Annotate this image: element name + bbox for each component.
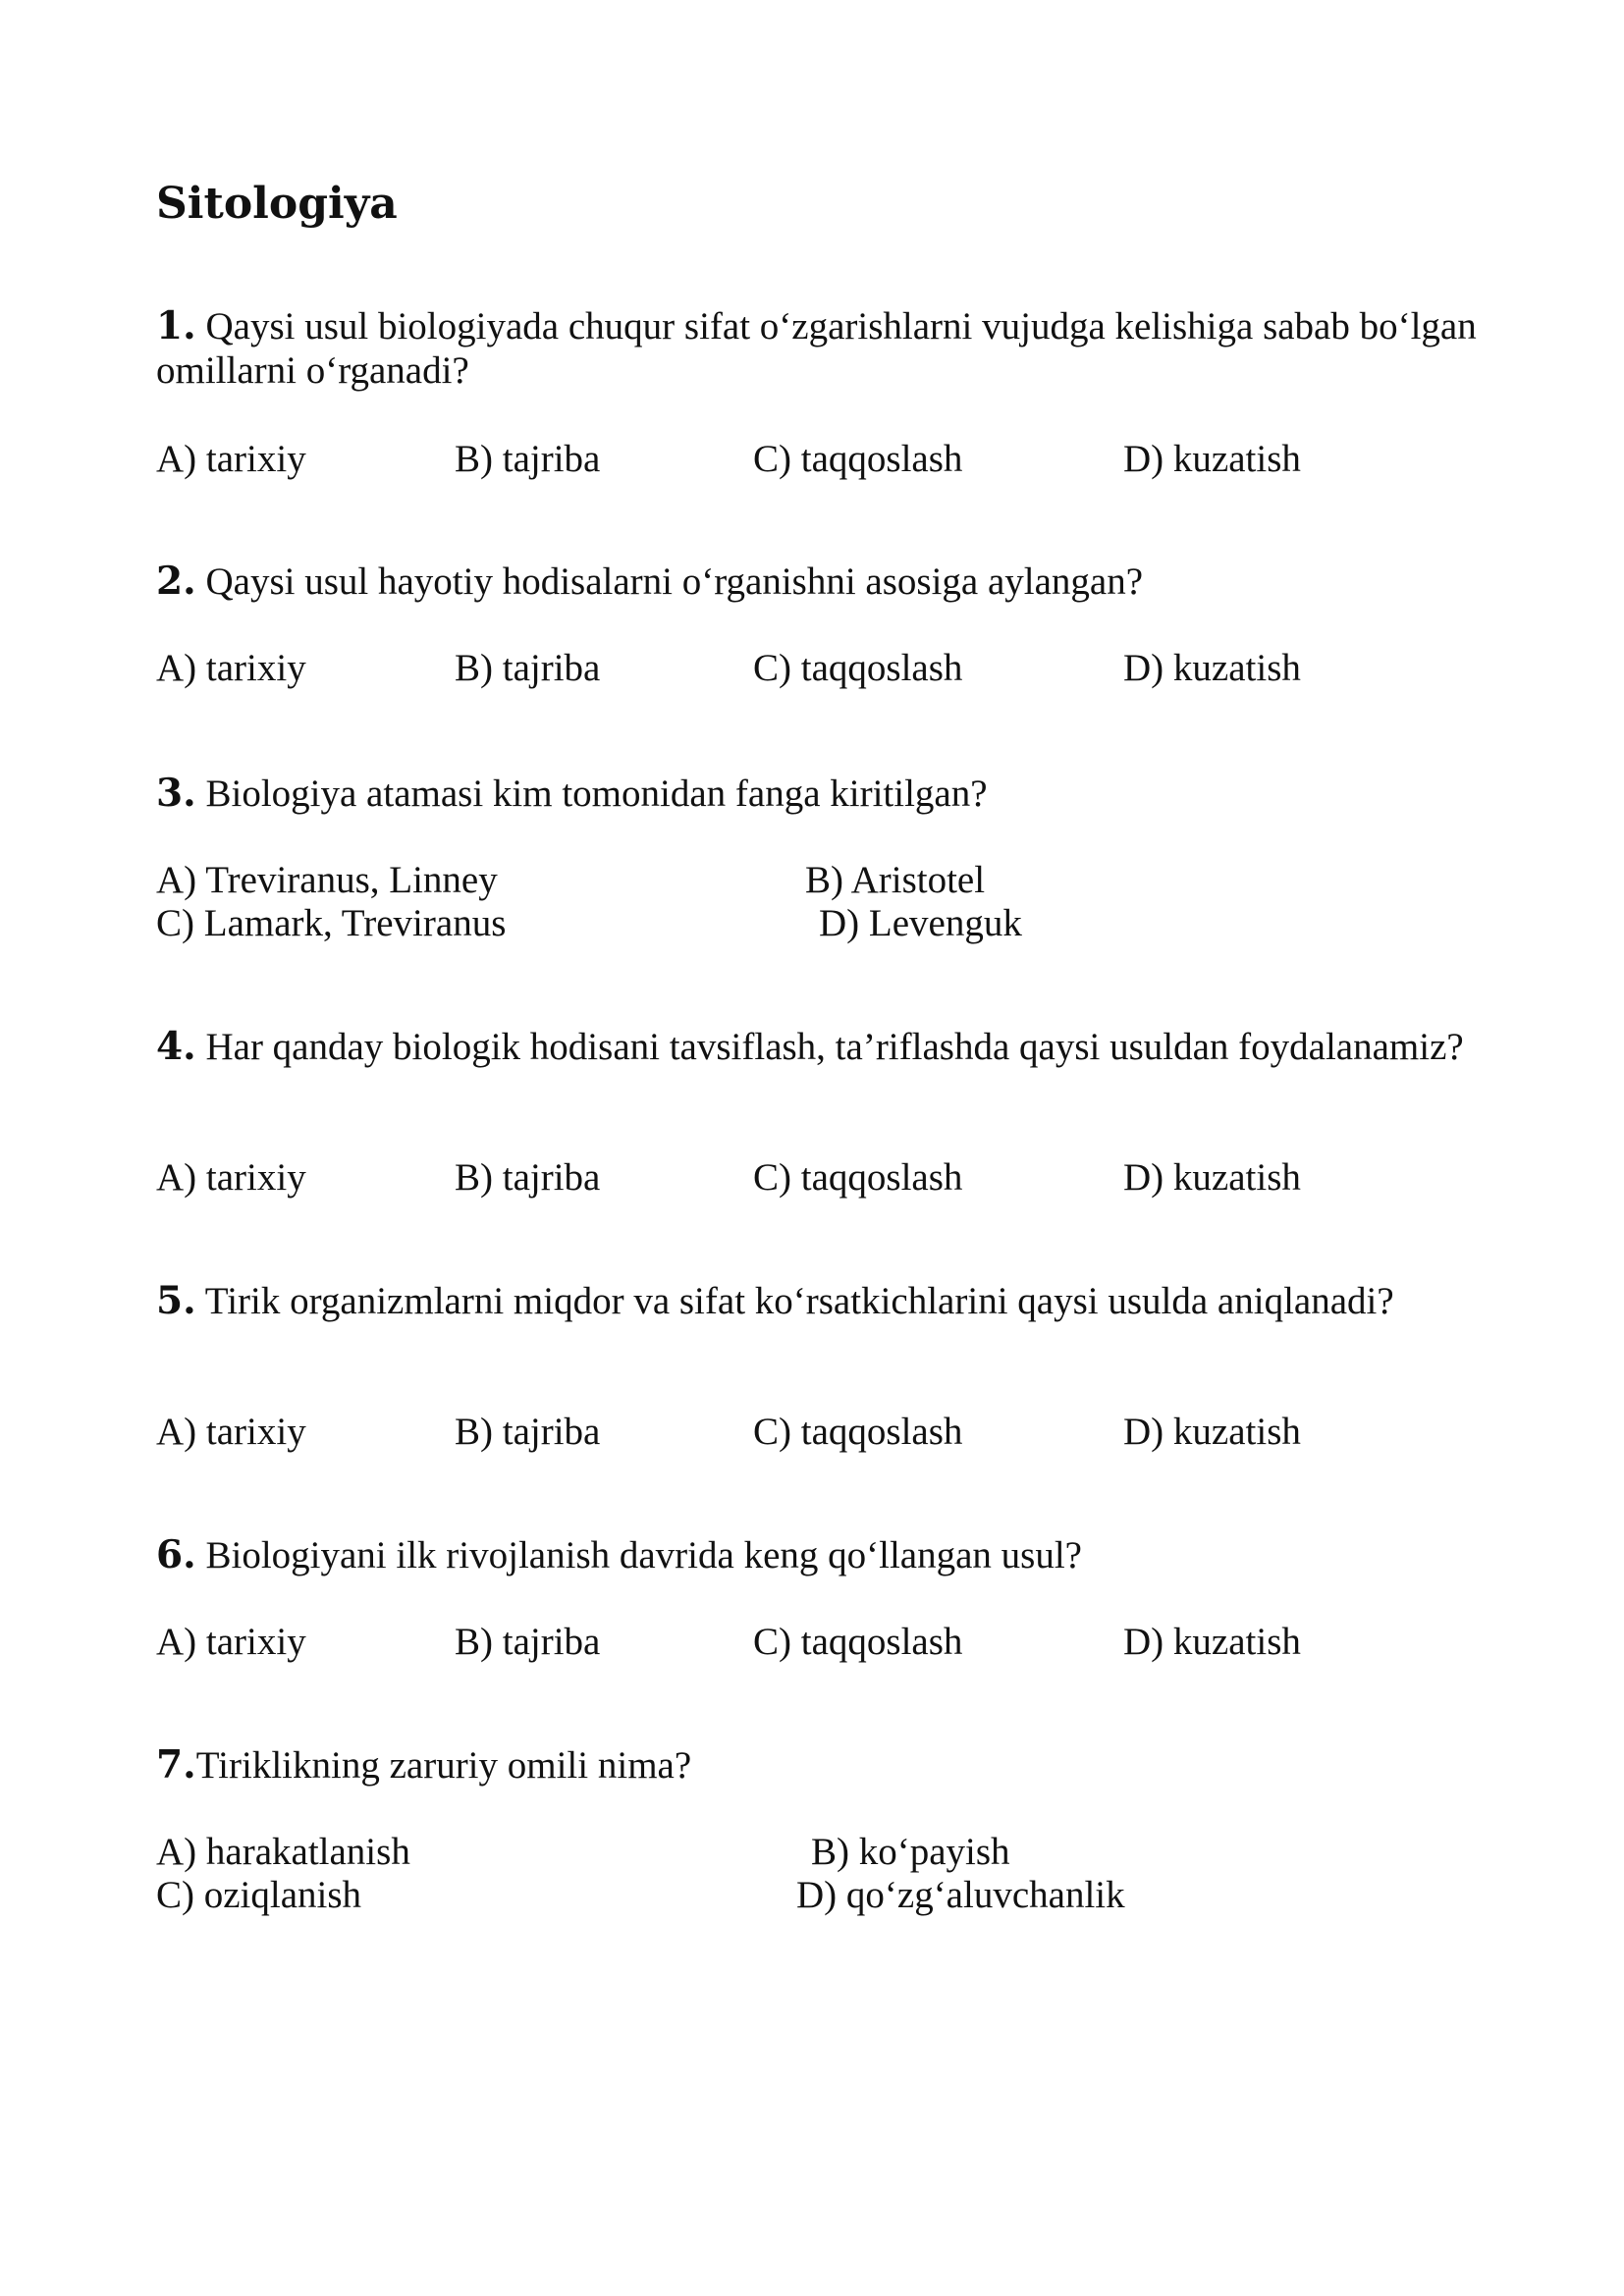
option-a: A) harakatlanish [156,1831,410,1873]
option-a: A) tarixiy [156,438,306,480]
question-text: Biologiya atamasi kim tomonidan fanga kiritilgan? [195,773,988,815]
question-5 [156,1279,1511,1323]
option-c: C) Lamark, Treviranus [156,902,507,944]
option-b: B) tajriba [455,1411,601,1453]
question-number: 2. [156,559,196,604]
option-a: A) tarixiy [156,1621,306,1663]
question-number: 4. [156,1024,196,1069]
question-text: Qaysi usul hayotiy hodisalarni o‘rganishni asosiga aylangan? [195,561,1144,603]
question-1 [156,304,1511,393]
option-a: A) tarixiy [156,1411,306,1453]
question-number: 5. [156,1278,196,1323]
question-3 [156,772,1511,816]
option-a: A) tarixiy [156,647,306,689]
question-number: 6. [156,1532,196,1577]
option-c: C) taqqoslash [753,647,963,689]
question-text: Har qanday biologik hodisani tavsiflash, ta’riflashda qaysi usuldan foydalanamiz? [195,1026,1464,1068]
option-c: C) taqqoslash [753,1411,963,1453]
page-title: Sitologiya [156,179,398,229]
option-c: C) taqqoslash [753,438,963,480]
question-6 [156,1533,1511,1577]
option-a: A) tarixiy [156,1156,306,1199]
option-c: C) taqqoslash [753,1621,963,1663]
option-b: B) tajriba [455,1156,601,1199]
option-b: B) Aristotel [805,859,986,901]
option-b: B) tajriba [455,1621,601,1663]
option-b: B) ko‘payish [811,1831,1010,1873]
question-text: Tiriklikning zaruriy omili nima? [195,1744,692,1787]
option-c: C) oziqlanish [156,1874,362,1916]
option-b: B) tajriba [455,438,601,480]
question-number: 3. [156,771,196,816]
option-c: C) taqqoslash [753,1156,963,1199]
question-text: Tirik organizmlarni miqdor va sifat ko‘rsatkichlarini qaysi usulda aniqlanadi? [195,1280,1394,1322]
question-number: 1. [156,303,196,348]
question-text: Biologiyani ilk rivojlanish davrida keng qo‘llangan usul? [195,1534,1082,1576]
option-d: D) kuzatish [1123,1156,1301,1199]
option-b: B) tajriba [455,647,601,689]
option-d: D) kuzatish [1123,1621,1301,1663]
question-7 [156,1743,1511,1788]
option-d: D) kuzatish [1123,438,1301,480]
question-2 [156,560,1511,604]
option-d: D) Levenguk [819,902,1022,944]
question-4 [156,1025,1511,1069]
option-d: D) qo‘zg‘aluvchanlik [796,1874,1125,1916]
option-a: A) Treviranus, Linney [156,859,498,901]
question-text: Qaysi usul biologiyada chuqur sifat o‘zgarishlarni vujudga kelishiga sabab bo‘lgan omillarni o‘rganadi? [156,305,1477,392]
option-d: D) kuzatish [1123,647,1301,689]
question-number: 7. [156,1742,196,1788]
option-d: D) kuzatish [1123,1411,1301,1453]
